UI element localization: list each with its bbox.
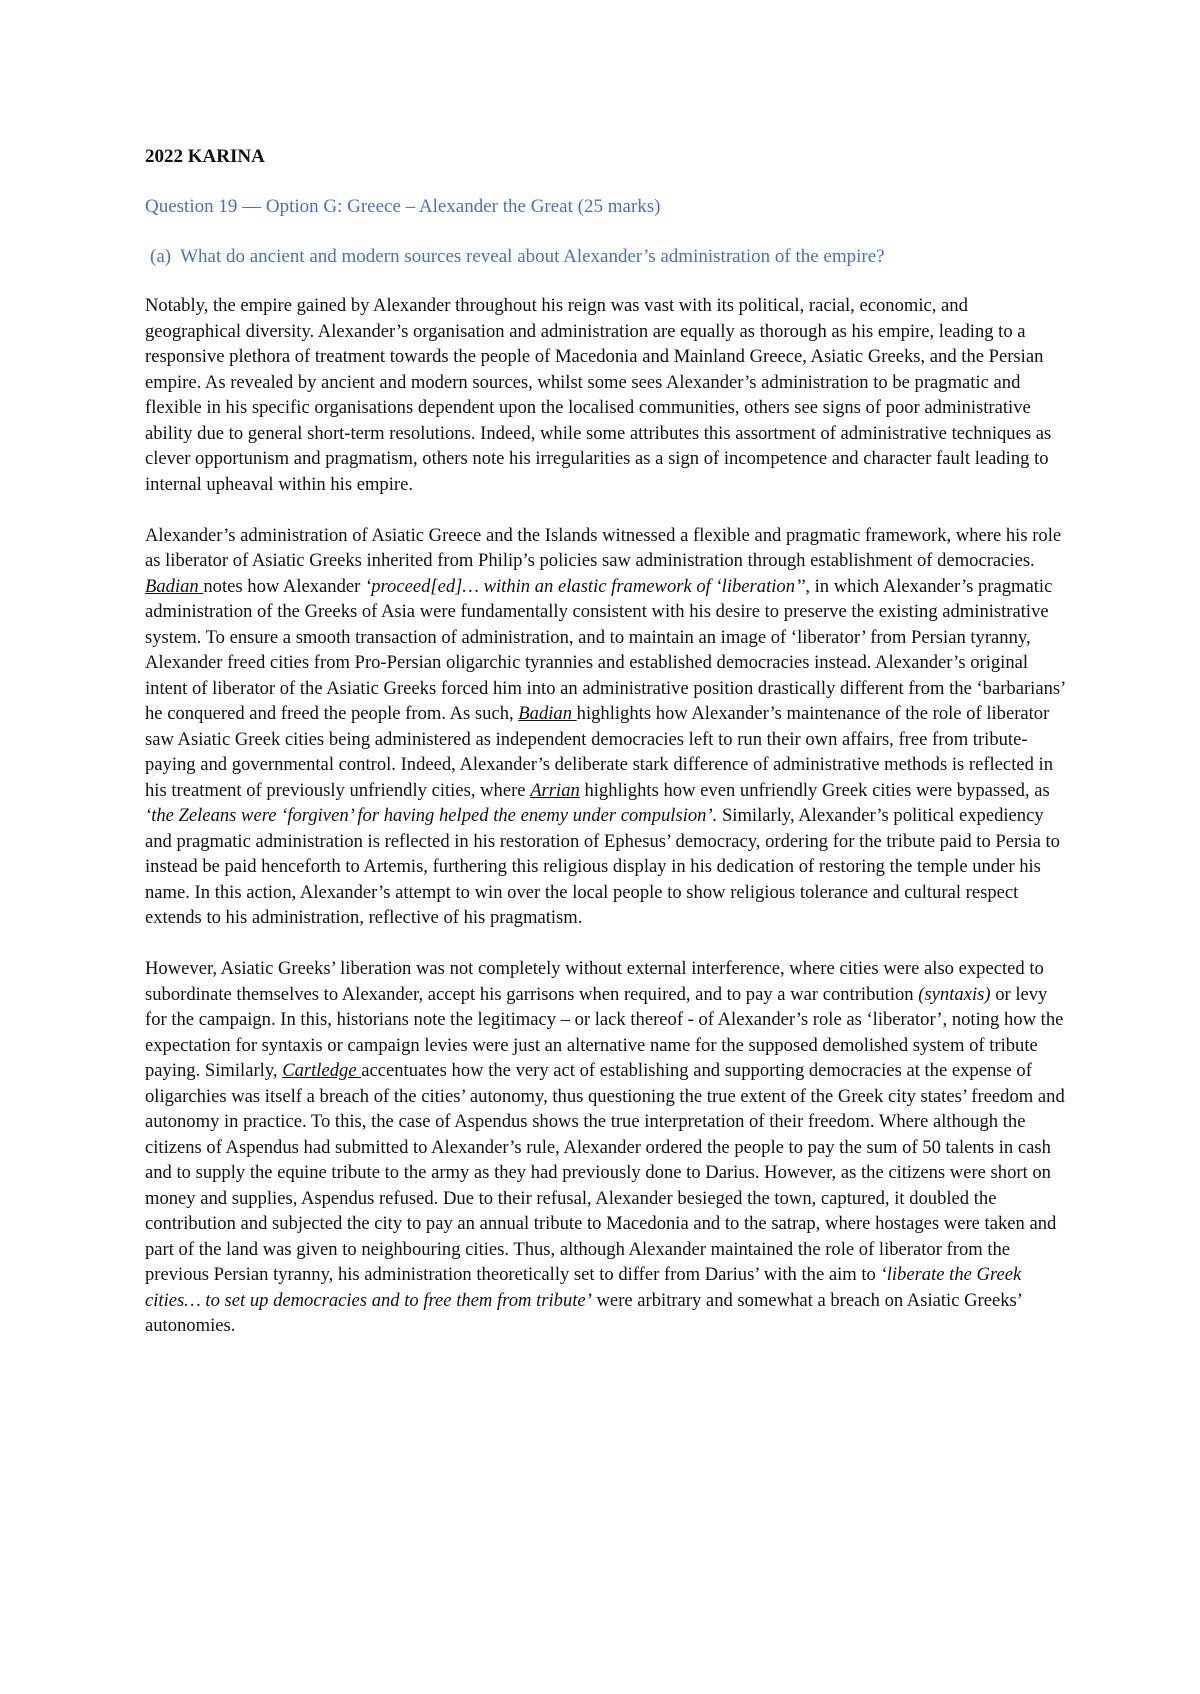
document-title: 2022 KARINA <box>145 146 265 167</box>
quotation: (syntaxis) <box>918 983 991 1005</box>
quotation: ‘the Zeleans were ‘forgiven’ for having helped the enemy under compulsion’. <box>145 805 718 826</box>
paragraph-text: Similarly, Alexander’s political expediency and pragmatic administration is reflected in his restoration of Ephesus’ democracy, ordering for the tribute paid to Persia to instead be paid henceforth to Artemis, furthering this religious display in his dedication of restoring the temple under his name. In this action, Alexander’s attempt to win over the local people to show religious tolerance and cultural respect extends to his administration, reflective of his pragmatism. <box>145 805 1060 928</box>
sub-question <box>145 244 1066 270</box>
sub-question-label: (a) <box>150 246 172 267</box>
paragraph-text: accentuates how the very act of establishing and supporting democracies at the expense of oligarchies was itself a breach of the cities’ autonomy, thus questioning the true extent of the Greek city states’ freedom and autonomy in practice. To this, the case of Aspendus shows the true interpretation of their freedom. Where although the citizens of Aspendus had submitted to Alexander’s rule, Alexander ordered the people to pay the sum of 50 talents in cash and to supply the equine tribute to the army as they had previously done to Darius. However, as the citizens were short on money and supplies, Aspendus refused. Due to their refusal, Alexander besieged the town, captured, it doubled the contribution and subjected the city to pay an annual tribute to Macedonia and to the satrap, where hostages were taken and part of the land was given to neighbouring cities. Thus, although Alexander maintained the role of liberator from the previous Persian tyranny, his administration theoretically set to differ from Darius’ with the aim to <box>145 1060 1065 1285</box>
body-paragraph <box>145 293 1066 497</box>
paragraph-text: Alexander’s administration of Asiatic Greece and the Islands witnessed a flexible and pragmatic framework, where his role as liberator of Asiatic Greeks inherited from Philip’s policies saw administration through establishment of democracies. <box>145 524 1062 571</box>
body-paragraph <box>145 956 1066 1339</box>
source-citation: Badian <box>518 703 577 724</box>
essay-body <box>145 293 1066 1339</box>
paragraph-text: Notably, the empire gained by Alexander throughout his reign was vast with its political, racial, economic, and geographical diversity. Alexander’s organisation and administration are equally as thorough as his empire, leading to a responsive plethora of treatment towards the people of Macedonia and Mainland Greece, Asiatic Greeks, and the Persian empire. As revealed by ancient and modern sources, whilst some sees Alexander’s administration to be pragmatic and flexible in his specific organisations dependent upon the localised communities, others see signs of poor administrative ability due to general short-term resolutions. Indeed, while some attributes this assortment of administrative techniques as clever opportunism and pragmatism, others note his irregularities as a sign of incompetence and character fault leading to internal upheaval within his empire. <box>145 295 1052 495</box>
paragraph-text: or levy for the campaign. In this, historians note the legitimacy – or lack thereof - of Alexander’s role as ‘liberator’, noting how the expectation for syntaxis or campaign levies were just an alternative name for the supposed demolished system of tribute paying. Similarly, <box>145 983 1064 1081</box>
paragraph-text: highlights how even unfriendly Greek cities were bypassed, as <box>579 779 1050 801</box>
paragraph-text: were arbitrary and somewhat a breach on Asiatic Greeks’ autonomies. <box>145 1289 1022 1336</box>
sub-question-text: What do ancient and modern sources reveal about Alexander’s administration of the empire? <box>180 246 885 267</box>
paragraph-text: However, Asiatic Greeks’ liberation was not completely without external interference, where cities were also expected to subordinate themselves to Alexander, accept his garrisons when required, and to pay a war contribution <box>145 958 1044 1005</box>
body-paragraph <box>145 523 1066 931</box>
paragraph-text: highlights how Alexander’s maintenance of the role of liberator saw Asiatic Greek cities being administered as independent democracies left to run their own affairs, free from tribute-paying and governmental control. Indeed, Alexander’s deliberate stark difference of administrative methods is reflected in his treatment of previously unfriendly cities, where <box>145 703 1054 801</box>
paragraph-text: notes how Alexander <box>203 575 365 597</box>
source-citation: Cartledge <box>282 1060 362 1081</box>
paragraph-text: , in which Alexander’s pragmatic administration of the Greeks of Asia were fundamentally consistent with his desire to preserve the existing administrative system. To ensure a smooth transaction of administration, and to maintain an image of ‘liberator’ from Persian tyranny, Alexander freed cities from Pro-Persian oligarchic tyrannies and established democracies instead. Alexander’s original intent of liberator of the Asiatic Greeks forced him into an administrative position drastically different from the ‘barbarians’ he conquered and freed the people from. As such, <box>145 575 1065 724</box>
quotation: ‘liberate the Greek cities… to set up democracies and to free them from tribute’ <box>145 1264 1022 1311</box>
question-title: Question 19 — Option G: Greece – Alexander the Great (25 marks) <box>145 196 661 217</box>
source-citation: Badian <box>145 575 204 597</box>
source-citation: Arrian <box>530 779 580 801</box>
quotation: ‘proceed[ed]… within an elastic framework of ‘liberation’’ <box>365 575 806 597</box>
